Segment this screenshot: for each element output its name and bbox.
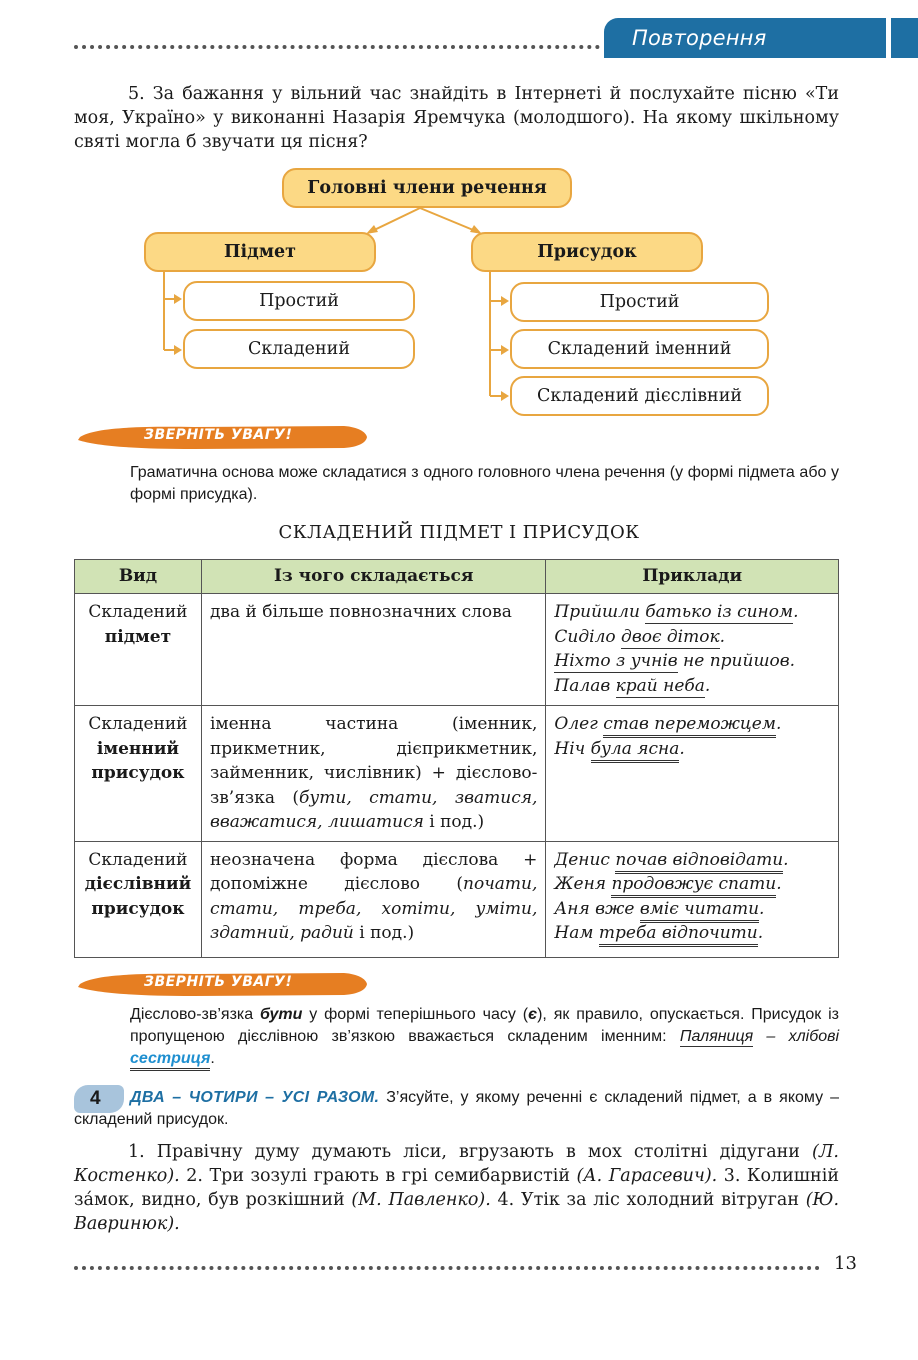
- composition-cell: неозначена форма дієслова + допоміжне дієслово (почати, стати, треба, хотіти, уміти, здатний, радий і под.): [201, 841, 545, 957]
- diagram-subject-node: Підмет: [144, 232, 376, 272]
- examples-cell: [546, 706, 839, 842]
- kind-line-bold: присудок: [91, 898, 185, 919]
- example-line: Ніхто з учнів не прийшов.: [554, 651, 796, 671]
- attention-note-2-text: Дієслово-зв’язка бути у формі теперішнього часу (є), як правило, опускається. Присудок із пропущеною дієслівною зв’язкою вважається складеним іменним: Паляниця – хлібові сестриця.: [130, 1004, 839, 1070]
- diagram-connectors: [0, 0, 918, 430]
- predicate-underline: почав відповідати: [615, 850, 783, 874]
- header-kind: Вид: [75, 560, 202, 594]
- predicate-underline: була ясна: [591, 739, 680, 763]
- example-line: Олег став переможцем.: [554, 712, 830, 737]
- table-header-row: [75, 560, 839, 594]
- kind-line-bold: іменний: [96, 738, 180, 759]
- kind-line-bold: підмет: [104, 626, 172, 647]
- examples-cell: [546, 594, 839, 706]
- table-row: [75, 706, 839, 842]
- predicate-underline: треба відпочити: [599, 923, 758, 947]
- subject-underline: батько із сином: [645, 602, 794, 622]
- attention-banner-1: [74, 424, 368, 450]
- predicate-underline: став переможцем: [603, 714, 776, 738]
- kind-line-bold: дієслівний: [84, 874, 192, 894]
- diagram-predicate-verbal: Складений дієслівний: [510, 376, 769, 416]
- example-line: Нам треба відпочити.: [554, 921, 830, 946]
- task-heading: ДВА – ЧОТИРИ – УСІ РАЗОМ.: [130, 1089, 380, 1106]
- examples-cell: [546, 841, 839, 957]
- example-line: Аня вже вміє читати.: [554, 897, 830, 922]
- attention-note-1-text: Граматична основа може складатися з одного головного члена речення (у формі підмета або у формі присудка).: [130, 464, 839, 503]
- diagram-predicate-nominal: Складений іменний: [510, 329, 769, 369]
- composition-cell: два й більше повнозначних слова: [201, 594, 545, 706]
- example-line: Палав край неба.: [554, 675, 711, 696]
- example-line: Сиділо двоє діток.: [554, 626, 725, 647]
- table-row: [75, 594, 839, 706]
- diagram-predicate-simple: Простий: [510, 282, 769, 322]
- attention-banner-2-label: ЗВЕРНІТЬ УВАГУ!: [144, 974, 293, 990]
- diagram-subject-simple: Простий: [183, 281, 415, 321]
- section-title-tab: Повторення вивченого: [604, 18, 886, 58]
- attention-banner-2: [74, 971, 368, 997]
- example-line: Женя продовжує спати.: [554, 872, 830, 897]
- header-composition: Із чого складається: [201, 560, 545, 594]
- attention-banner-1-label: ЗВЕРНІТЬ УВАГУ!: [144, 427, 293, 443]
- compound-parts-table: [74, 559, 839, 958]
- task-4-sentences: 1. Правічну думу думають ліси, вгрузають в мох столітні дідугани (Л. Костенко). 2. Три зозулі грають в грі семибарвистій (А. Гарасевич). 3. Колишній за́мок, видно, був розкішний (М. Павленко). 4. Утік за ліс холодний вітруган (Ю. Вавринюк).: [74, 1142, 840, 1234]
- header-examples: Приклади: [546, 560, 839, 594]
- example-line: Ніч була ясна.: [554, 737, 830, 762]
- task-number-badge: 4: [74, 1085, 124, 1113]
- kind-cell: [75, 594, 202, 706]
- example-line: Денис почав відповідати.: [554, 848, 830, 873]
- page-number: 13: [834, 1253, 857, 1274]
- subject-underline: двоє діток: [621, 626, 720, 647]
- example-line: Прийшли батько із сином.: [554, 602, 799, 622]
- kind-line-bold: присудок: [91, 763, 185, 783]
- kind-line: Складений: [88, 602, 188, 622]
- diagram-predicate-node: Присудок: [471, 232, 703, 272]
- diagram-subject-compound: Складений: [183, 329, 415, 369]
- exercise-5-text: 5. За бажання у вільний час знайдіть в Інтернеті й послухайте пісню «Ти моя, Україно» у виконанні Назарія Яремчука (молодшого). На якому шкільному святі могла б звучати ця пісня?: [74, 84, 839, 152]
- kind-line: Складений: [88, 714, 188, 734]
- subject-underline: край неба: [615, 675, 705, 696]
- predicate-underline: вміє читати: [640, 899, 759, 923]
- predicate-underline: продовжує спати: [611, 874, 776, 898]
- kind-cell: [75, 841, 202, 957]
- task-4-instruction: ДВА – ЧОТИРИ – УСІ РАЗОМ. З’ясуйте, у якому реченні є складений підмет, а в якому – складений присудок.: [74, 1089, 840, 1128]
- diagram-root-node: Головні члени речення: [282, 168, 572, 208]
- kind-line: Складений: [88, 849, 188, 870]
- table-row: [75, 841, 839, 957]
- composition-cell: іменна частина (іменник, прикметник, дієприкметник, займенник, числівник) + дієслово-зв’язка (бути, стати, зватися, вважатися, лишатися і под.): [201, 706, 545, 842]
- kind-cell: [75, 706, 202, 842]
- table-title: СКЛАДЕНИЙ ПІДМЕТ І ПРИСУДОК: [278, 522, 640, 543]
- subject-underline: Ніхто з учнів: [554, 651, 678, 671]
- footer-dotted-rule: [74, 1266, 820, 1270]
